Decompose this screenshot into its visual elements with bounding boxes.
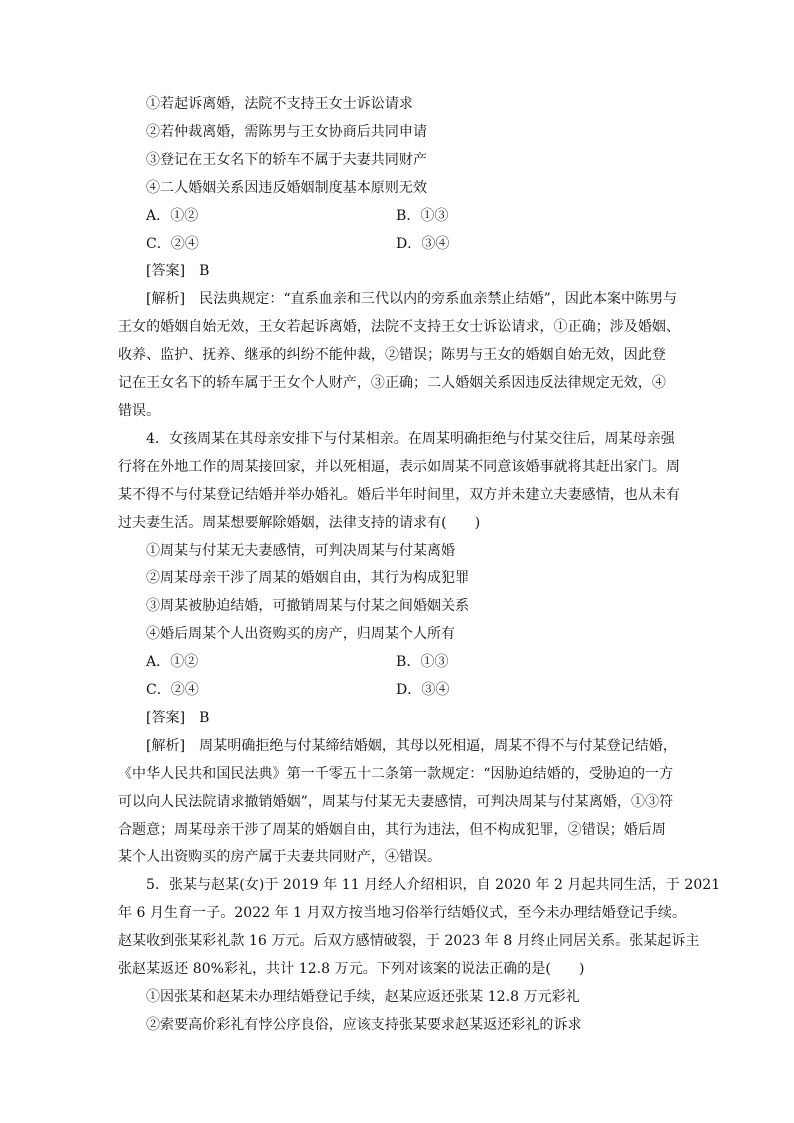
analysis-line: 记在王女名下的轿车属于王女个人财产，③正确；二人婚姻关系因违反法律规定无效，④ <box>118 375 666 392</box>
question-stem-line: 张赵某返还 80%彩礼，共计 12.8 万元。下列对该案的说法正确的是( ) <box>118 961 585 978</box>
statement-item: ④婚后周某个人出资购买的房产，归周某个人所有 <box>146 626 456 643</box>
options-row <box>118 231 678 259</box>
question-5 <box>118 872 721 1039</box>
analysis-line: 王女的婚姻自始无效，王女若起诉离婚，法院不支持王女士诉讼请求，①正确；涉及婚姻、 <box>118 319 680 336</box>
document-body <box>118 91 721 1040</box>
statement-item: ④二人婚姻关系因违反婚姻制度基本原则无效 <box>146 179 427 196</box>
question-stem-line: 某不得不与付某登记结婚并举办婚礼。婚后半年时间里，双方并未建立夫妻感情，也从未有 <box>118 486 680 503</box>
question-stem-line: 行将在外地工作的周某接回家，并以死相逼，表示如周某不同意该婚事就将其赶出家门。周 <box>118 458 680 475</box>
option-d: D．③④ <box>396 235 450 252</box>
option-a: A．①② <box>146 207 199 224</box>
analysis-line: 收养、监护、抚养、继承的纠纷不能仲裁，②错误；陈男与王女的婚姻自始无效，因此登 <box>118 347 666 364</box>
question-4 <box>118 426 678 873</box>
statement-item: ①若起诉离婚，法院不支持王女士诉讼请求 <box>146 96 413 112</box>
statement-item: ②周某母亲干涉了周某的婚姻自由，其行为构成犯罪 <box>146 570 470 587</box>
analysis-line: 《中华人民共和国民法典》第一千零五十二条第一款规定：“因胁迫结婚的，受胁迫的一方 <box>118 765 674 782</box>
option-b: B．①③ <box>396 207 449 224</box>
option-c: C．②④ <box>146 682 199 699</box>
question-3-tail <box>118 91 678 426</box>
question-stem-line: 赵某收到张某彩礼款 16 万元。后双方感情破裂，于 2023 年 8 月终止同居关系。张某起诉主 <box>118 933 700 950</box>
question-stem-line: 过夫妻生活。周某想要解除婚姻，法律支持的请求有( ) <box>118 514 481 531</box>
analysis-line: 可以向人民法院请求撤销婚姻”，周某与付某无夫妻感情，可判决周某与付某离婚，①③符 <box>118 793 674 810</box>
options-row <box>118 677 678 705</box>
option-a: A．①② <box>146 654 199 671</box>
statement-item: ①周某与付某无夫妻感情，可判决周某与付某离婚 <box>146 542 456 559</box>
option-d: D．③④ <box>396 682 450 699</box>
analysis-line: 合题意；周某母亲干涉了周某的婚姻自由，其行为违法，但不构成犯罪，②错误；婚后周 <box>118 821 666 838</box>
option-c: C．②④ <box>146 235 199 252</box>
option-b: B．①③ <box>396 654 449 671</box>
answer-line: [答案] B <box>146 709 210 726</box>
analysis-line: [解析] 民法典规定：“直系血亲和三代以内的旁系血亲禁止结婚”，因此本案中陈男与 <box>146 291 678 308</box>
statement-item: ②若仲裁离婚，需陈男与王女协商后共同申请 <box>146 123 427 140</box>
analysis-line: [解析] 周某明确拒绝与付某缔结婚姻，其母以死相逼，周某不得不与付某登记结婚， <box>146 737 677 754</box>
analysis-line: 错误。 <box>118 402 161 419</box>
statement-item: ①因张某和赵某未办理结婚登记手续，赵某应返还张某 12.8 万元彩礼 <box>146 989 580 1005</box>
analysis-line: 某个人出资购买的房产属于夫妻共同财产，④错误。 <box>118 849 442 866</box>
statement-item: ③周某被胁迫结婚，可撤销周某与付某之间婚姻关系 <box>146 598 470 615</box>
question-stem-line: 4．女孩周某在其母亲安排下与付某相亲。在周某明确拒绝与付某交往后，周某母亲强 <box>146 430 675 447</box>
statement-item: ③登记在王女名下的轿车不属于夫妻共同财产 <box>146 151 427 168</box>
options-row <box>118 203 678 231</box>
question-stem-line: 5．张某与赵某(女)于 2019 年 11 月经人介绍相识，自 2020 年 2 月起共同生活，于 2021 <box>146 877 721 894</box>
options-row <box>118 649 678 677</box>
question-stem-line: 年 6 月生育一子。2022 年 1 月双方按当地习俗举行结婚仪式，至今未办理结婚登记手续。 <box>118 905 686 922</box>
answer-line: [答案] B <box>146 263 210 280</box>
statement-item: ②索要高价彩礼有悖公序良俗，应该支持张某要求赵某返还彩礼的诉求 <box>146 1016 582 1033</box>
